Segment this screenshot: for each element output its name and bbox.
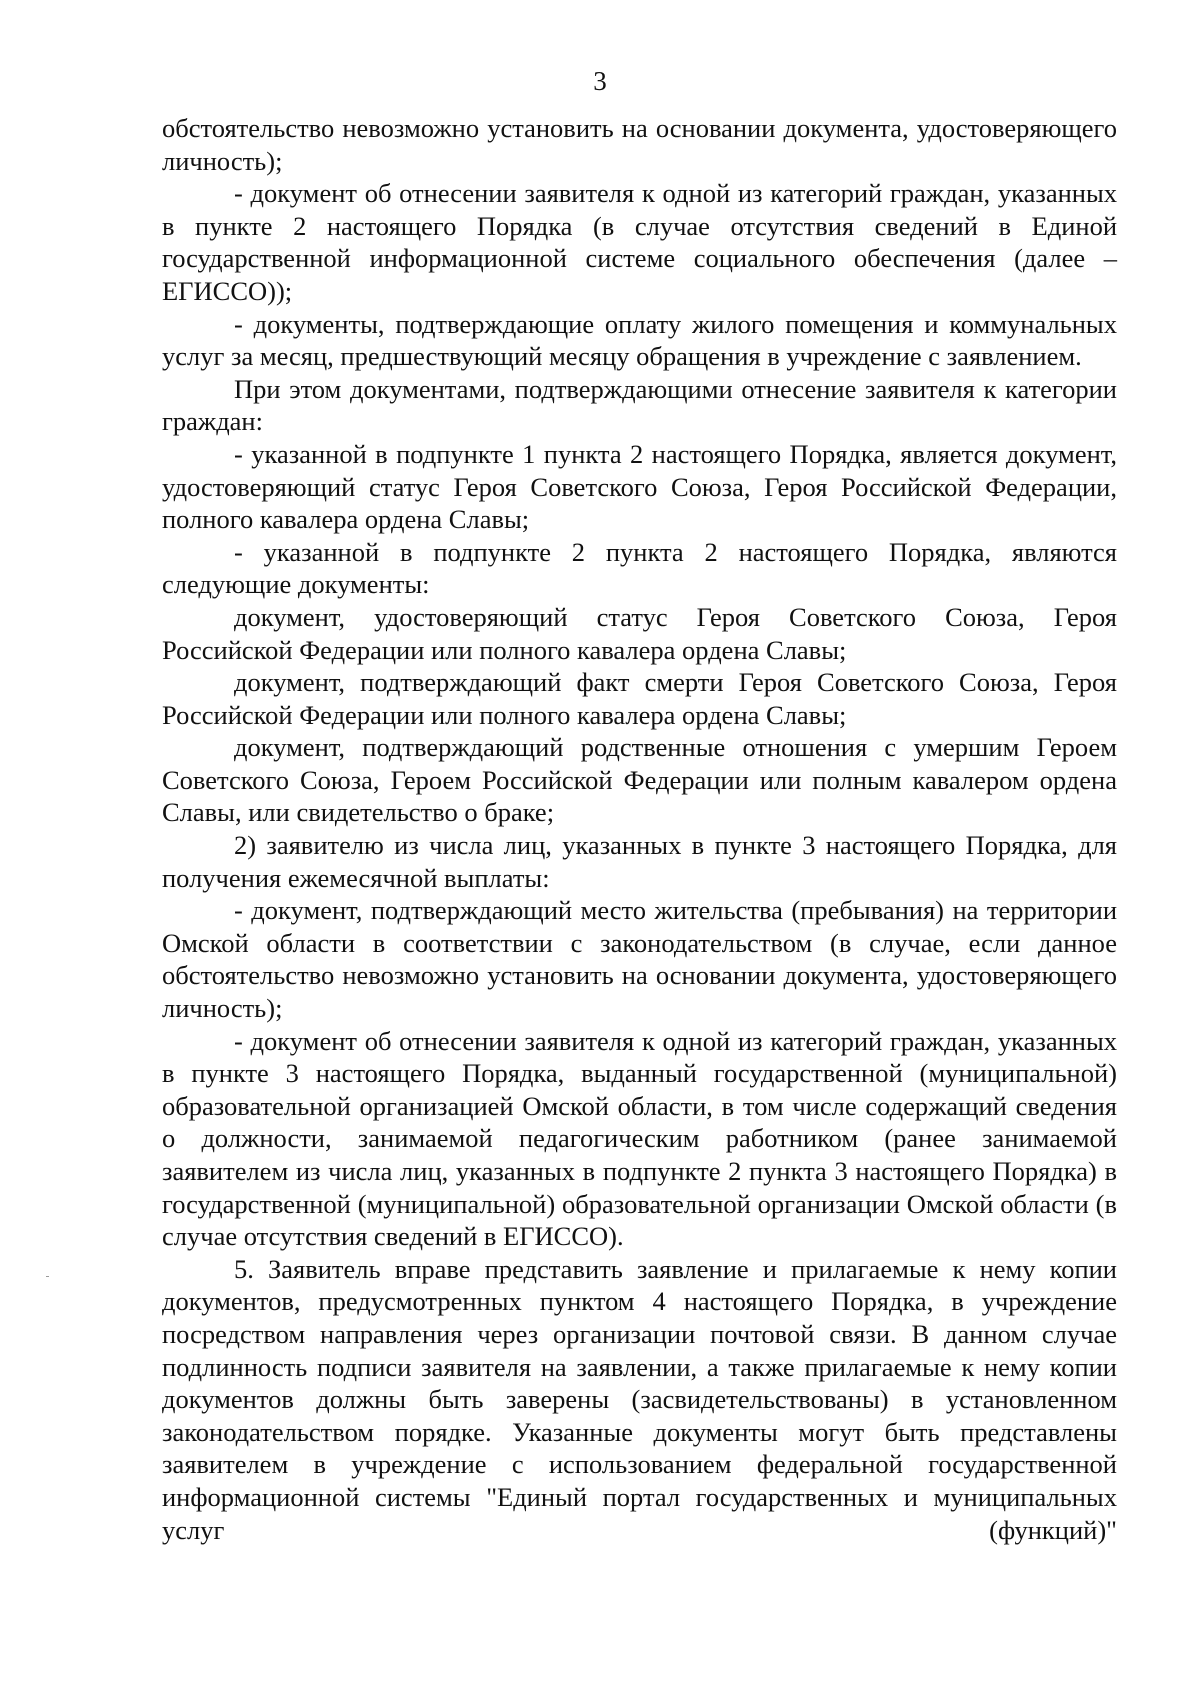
paragraph: - документ, подтверждающий место жительства (пребывания) на территории Омской области в соответствии с законодательством (в случае, если данное обстоятельство невозможно установить на основании документа, удостоверяющего личность); — [162, 895, 1117, 1024]
document-body — [162, 112, 1117, 1546]
paragraph: - документы, подтверждающие оплату жилого помещения и коммунальных услуг за месяц, предшествующий месяцу обращения в учреждение с заявлением. — [162, 308, 1117, 372]
paragraph: - указанной в подпункте 1 пункта 2 настоящего Порядка, является документ, удостоверяющий статус Героя Советского Союза, Героя Российской Федерации, полного кавалера ордена Славы; — [162, 438, 1117, 535]
paragraph: - документ об отнесении заявителя к одной из категорий граждан, указанных в пункте 3 настоящего Порядка, выданный государственной (муниципальной) образовательной организацией Омской области, в том числе содержащий сведения о должности, занимаемой педагогическим работником (ранее занимаемой заявителем из числа лиц, указанных в подпункте 2 пункта 3 настоящего Порядка) в государственной (муниципальной) образовательной организации Омской области (в случае отсутствия сведений в ЕГИССО). — [162, 1025, 1117, 1252]
paragraph: 5. Заявитель вправе представить заявление и прилагаемые к нему копии документов, предусмотренных пунктом 4 настоящего Порядка, в учреждение посредством направления через организации почтовой связи. В данном случае подлинность подписи заявителя на заявлении, а также прилагаемые к нему копии документов должны быть заверены (засвидетельствованы) в установленном законодательством порядке. Указанные документы могут быть представлены заявителем в учреждение с использованием федеральной государственной информационной системы "Единый портал государственных и муниципальных услуг (функций)" — [162, 1253, 1117, 1545]
paragraph: документ, удостоверяющий статус Героя Советского Союза, Героя Российской Федерации или полного кавалера ордена Славы; — [162, 601, 1117, 665]
page-number: 3 — [593, 66, 607, 96]
paragraph: При этом документами, подтверждающими отнесение заявителя к категории граждан: — [162, 373, 1117, 437]
paragraph: документ, подтверждающий факт смерти Героя Советского Союза, Героя Российской Федерации или полного кавалера ордена Славы; — [162, 667, 1117, 730]
paragraph: документ, подтверждающий родственные отношения с умершим Героем Советского Союза, Героем Российской Федерации или полным кавалером ордена Славы, или свидетельство о браке; — [162, 732, 1117, 828]
scan-speck — [46, 1276, 49, 1277]
paragraph: - указанной в подпункте 2 пункта 2 настоящего Порядка, являются следующие документы: — [162, 536, 1117, 600]
paragraph: обстоятельство невозможно установить на основании документа, удостоверяющего личность); — [162, 113, 1117, 176]
paragraph: 2) заявителю из числа лиц, указанных в пункте 3 настоящего Порядка, для получения ежемесячной выплаты: — [162, 830, 1117, 893]
paragraph: - документ об отнесении заявителя к одной из категорий граждан, указанных в пункте 2 настоящего Порядка (в случае отсутствия сведений в Единой государственной информационной системе социального обеспечения (далее – ЕГИССО)); — [162, 178, 1117, 306]
